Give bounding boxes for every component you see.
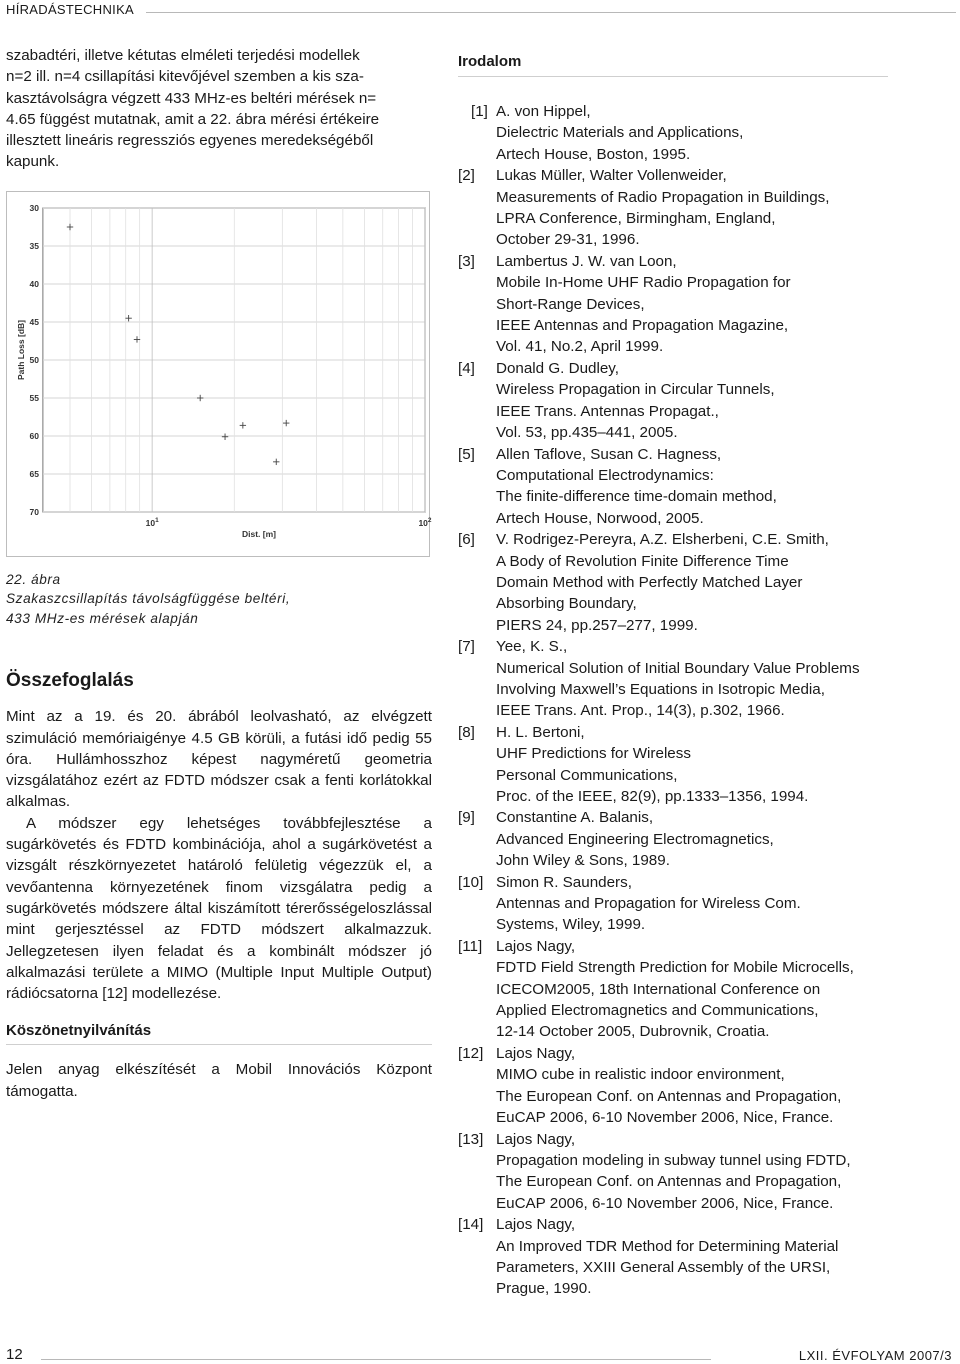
reference-line: IEEE Trans. Ant. Prop., 14(3), p.302, 1966. bbox=[496, 702, 785, 720]
data-point bbox=[273, 458, 279, 464]
reference-line: Lajos Nagy, bbox=[496, 1044, 576, 1062]
reference-line: Proc. of the IEEE, 82(9), pp.1333–1356, 1994. bbox=[496, 788, 809, 805]
acknowledgement-heading: Köszönetnyilvánítás bbox=[6, 1022, 432, 1045]
summary-heading: Összefoglalás bbox=[6, 670, 134, 692]
reference-line: Artech House, Norwood, 2005. bbox=[496, 509, 704, 527]
reference-number: [2] bbox=[458, 167, 475, 185]
y-tick-label: 65 bbox=[29, 468, 39, 479]
reference-line: Mobile In-Home UHF Radio Propagation for bbox=[496, 274, 791, 292]
reference-number: [9] bbox=[458, 809, 475, 827]
intro-line: illesztett lineáris regressziós egyenes meredekségéből bbox=[6, 132, 374, 150]
reference-line: Parameters, XXIII General Assembly of the URSI, bbox=[496, 1258, 831, 1276]
reference-line: Lajos Nagy, bbox=[496, 1130, 576, 1148]
reference-line: UHF Predictions for Wireless bbox=[496, 745, 691, 763]
reference-line: Absorbing Boundary, bbox=[496, 595, 637, 613]
reference-text bbox=[496, 936, 888, 1043]
reference-line: Vol. 53, pp.435–441, 2005. bbox=[496, 424, 678, 442]
intro-line: n=2 ill. n=4 csillapítási kitevőjével szemben a kis sza- bbox=[6, 68, 364, 86]
reference-text bbox=[496, 636, 888, 722]
acknowledgement-text: Jelen anyag elkészítését a Mobil Innovációs Központ támogatta. bbox=[6, 1061, 432, 1100]
reference-line: An Improved TDR Method for Determining Material bbox=[496, 1237, 839, 1255]
y-tick-label: 40 bbox=[29, 278, 39, 289]
reference-line: Lukas Müller, Walter Vollenweider, bbox=[496, 167, 727, 185]
data-point bbox=[67, 224, 73, 230]
reference-line: IEEE Antennas and Propagation Magazine, bbox=[496, 317, 789, 335]
section-label: HÍRADÁSTECHNIKA bbox=[6, 2, 135, 17]
y-tick-label: 60 bbox=[29, 430, 39, 441]
reference-line: The finite-difference time-domain method, bbox=[496, 488, 777, 506]
reference-line: Domain Method with Perfectly Matched Layer bbox=[496, 573, 803, 591]
y-tick-label: 35 bbox=[29, 240, 39, 251]
reference-line: Artech House, Boston, 1995. bbox=[496, 145, 691, 163]
reference-line: Measurements of Radio Propagation in Buildings, bbox=[496, 188, 830, 206]
reference-item bbox=[458, 529, 888, 636]
reference-line: Prague, 1990. bbox=[496, 1280, 592, 1298]
reference-text bbox=[496, 1129, 888, 1215]
page-number: 12 bbox=[6, 1346, 23, 1363]
reference-line: A Body of Revolution Finite Difference Time bbox=[496, 552, 789, 570]
page-footer bbox=[6, 1344, 956, 1364]
references-heading: Irodalom bbox=[458, 53, 888, 77]
reference-text bbox=[496, 1214, 888, 1300]
reference-number: [1] bbox=[471, 103, 488, 120]
reference-line: Constantine A. Balanis, bbox=[496, 809, 654, 827]
reference-line: Advanced Engineering Electromagnetics, bbox=[496, 830, 774, 848]
reference-line: Computational Electrodynamics: bbox=[496, 466, 714, 484]
reference-line: PIERS 24, pp.257–277, 1999. bbox=[496, 616, 698, 634]
journal-volume: LXII. ÉVFOLYAM 2007/3 bbox=[798, 1348, 952, 1363]
data-point bbox=[125, 315, 131, 321]
reference-line: 12-14 October 2005, Dubrovnik, Croatia. bbox=[496, 1023, 770, 1041]
reference-line: The European Conf. on Antennas and Propagation, bbox=[496, 1087, 842, 1105]
reference-number: [5] bbox=[458, 445, 475, 463]
data-point bbox=[134, 336, 140, 342]
reference-text bbox=[496, 101, 888, 165]
reference-line: LPRA Conference, Birmingham, England, bbox=[496, 210, 776, 228]
reference-item bbox=[458, 1214, 888, 1300]
caption-line: 433 MHz-es mérések alapján bbox=[6, 610, 199, 626]
reference-line: H. L. Bertoni, bbox=[496, 723, 585, 741]
reference-number: [4] bbox=[458, 359, 475, 377]
reference-line: V. Rodrigez-Pereyra, A.Z. Elsherbeni, C.E. Smith, bbox=[496, 531, 829, 549]
right-column bbox=[458, 53, 888, 1300]
reference-item bbox=[458, 251, 888, 358]
intro-line: kasztávolságra végzett 433 MHz-es beltéri mérések n= bbox=[6, 89, 377, 107]
caption-figure-number: 22. ábra bbox=[6, 571, 61, 587]
reference-list bbox=[458, 101, 888, 1300]
reference-item bbox=[458, 872, 888, 936]
data-point bbox=[240, 422, 246, 428]
reference-number: [13] bbox=[458, 1130, 484, 1148]
reference-line: John Wiley & Sons, 1989. bbox=[496, 852, 670, 870]
figure-caption bbox=[6, 570, 432, 629]
reference-line: A. von Hippel, bbox=[496, 103, 591, 120]
reference-item bbox=[458, 101, 888, 165]
x-axis-label: Dist. [m] bbox=[242, 528, 276, 539]
reference-line: Systems, Wiley, 1999. bbox=[496, 916, 646, 934]
reference-line: Applied Electromagnetics and Communications, bbox=[496, 1002, 819, 1020]
intro-line: szabadtéri, illetve kétutas elméleti terjedési modellek bbox=[6, 47, 360, 64]
reference-number: [7] bbox=[458, 638, 475, 656]
reference-number: [14] bbox=[458, 1216, 484, 1234]
reference-line: Yee, K. S., bbox=[496, 638, 568, 656]
data-point bbox=[197, 395, 203, 401]
reference-item bbox=[458, 444, 888, 530]
reference-line: Wireless Propagation in Circular Tunnels, bbox=[496, 381, 775, 399]
reference-line: Donald G. Dudley, bbox=[496, 359, 619, 377]
reference-text bbox=[496, 722, 888, 808]
data-point bbox=[222, 433, 228, 439]
reference-line: Allen Taflove, Susan C. Hagness, bbox=[496, 445, 722, 463]
running-header bbox=[6, 0, 956, 22]
header-rule bbox=[146, 12, 956, 13]
reference-number: [8] bbox=[458, 723, 475, 741]
reference-text bbox=[496, 529, 888, 636]
reference-line: ICECOM2005, 18th International Conference on bbox=[496, 980, 821, 998]
reference-text bbox=[496, 1043, 888, 1129]
reference-item bbox=[458, 1129, 888, 1215]
reference-text bbox=[496, 165, 888, 251]
reference-line: Vol. 41, No.2, April 1999. bbox=[496, 338, 664, 356]
reference-item bbox=[458, 722, 888, 808]
reference-text bbox=[496, 872, 888, 936]
y-tick-label: 45 bbox=[29, 316, 39, 327]
reference-text bbox=[496, 807, 888, 871]
reference-line: Short-Range Devices, bbox=[496, 295, 645, 313]
reference-item bbox=[458, 358, 888, 444]
reference-number: [11] bbox=[458, 937, 483, 955]
summary-paragraph-1: Mint az a 19. és 20. ábrából leolvasható, az elvégzett szimuláció memóriaigénye 4.5 GB körüli, a futási idő pedig 55 óra. Hullámhosszhoz képest nagyméretű geometria vizsgálatához ezért az FDTD módszer csak a fenti korlátokkal alkalmas. bbox=[6, 708, 432, 811]
reference-number: [10] bbox=[458, 873, 484, 891]
reference-text bbox=[496, 444, 888, 530]
reference-number: [6] bbox=[458, 531, 475, 549]
reference-text bbox=[496, 358, 888, 444]
intro-line: kapunk. bbox=[6, 153, 60, 171]
reference-item bbox=[458, 165, 888, 251]
reference-line: Dielectric Materials and Applications, bbox=[496, 124, 744, 142]
reference-line: EuCAP 2006, 6-10 November 2006, Nice, France. bbox=[496, 1109, 834, 1127]
reference-item bbox=[458, 636, 888, 722]
y-tick-label: 50 bbox=[29, 354, 39, 365]
reference-item bbox=[458, 807, 888, 871]
reference-line: IEEE Trans. Antennas Propagat., bbox=[496, 402, 719, 420]
reference-line: Lajos Nagy, bbox=[496, 1216, 576, 1234]
reference-item bbox=[458, 936, 888, 1043]
figure-22 bbox=[6, 191, 430, 557]
summary-paragraph-2: A módszer egy lehetséges továbbfejlesztése a sugárkövetés és FDTD kombinációja, ahol a sugárkövetést a vizsgált részkörnyezetet határoló felületig végezzük el, a vevőantenna környezetének finom vizsgálatra pedig a sugárkövetés módszere által kiszámított térerősségeloszlással mint gerjesztéssel az FDTD módszert alkalmazzuk. Jellegzetesen ilyen feladat és a kombinált módszer jó alkalmazási területe a MIMO (Multiple Input Multiple Output) rádiócsatorna [12] modellezése. bbox=[6, 814, 432, 1003]
reference-number: [12] bbox=[458, 1044, 484, 1062]
y-tick-label: 30 bbox=[29, 202, 39, 213]
caption-line: Szakaszcsillapítás távolságfüggése beltéri, bbox=[6, 591, 291, 607]
y-axis-label: Path Loss [dB] bbox=[16, 319, 26, 380]
reference-line: MIMO cube in realistic indoor environment, bbox=[496, 1066, 785, 1084]
reference-line: Propagation modeling in subway tunnel using FDTD, bbox=[496, 1151, 851, 1169]
reference-line: Simon R. Saunders, bbox=[496, 873, 632, 891]
data-point bbox=[283, 420, 289, 426]
reference-line: Involving Maxwell’s Equations in Isotropic Media, bbox=[496, 680, 825, 698]
reference-number: [3] bbox=[458, 252, 475, 270]
left-column bbox=[6, 45, 432, 1102]
reference-line: Numerical Solution of Initial Boundary Value Problems bbox=[496, 659, 860, 677]
reference-line: EuCAP 2006, 6-10 November 2006, Nice, France. bbox=[496, 1194, 834, 1212]
reference-text bbox=[496, 251, 888, 358]
reference-line: The European Conf. on Antennas and Propagation, bbox=[496, 1173, 842, 1191]
y-tick-label: 70 bbox=[29, 506, 39, 517]
x-tick-label: $10^2$ bbox=[418, 516, 432, 528]
intro-line: 4.65 függést mutatnak, amit a 22. ábra mérési értékeire bbox=[6, 110, 380, 128]
reference-item bbox=[458, 1043, 888, 1129]
intro-paragraph bbox=[6, 45, 432, 173]
reference-line: October 29-31, 1996. bbox=[496, 231, 640, 249]
x-tick-label: $10^1$ bbox=[145, 516, 159, 528]
reference-line: Personal Communications, bbox=[496, 766, 678, 784]
reference-line: FDTD Field Strength Prediction for Mobile Microcells, bbox=[496, 959, 854, 977]
footer-rule bbox=[41, 1359, 711, 1360]
y-tick-label: 55 bbox=[29, 392, 39, 403]
reference-line: Lambertus J. W. van Loon, bbox=[496, 252, 677, 270]
reference-line: Lajos Nagy, bbox=[496, 937, 576, 955]
reference-line: Antennas and Propagation for Wireless Com. bbox=[496, 895, 801, 913]
path-loss-chart bbox=[7, 192, 431, 558]
